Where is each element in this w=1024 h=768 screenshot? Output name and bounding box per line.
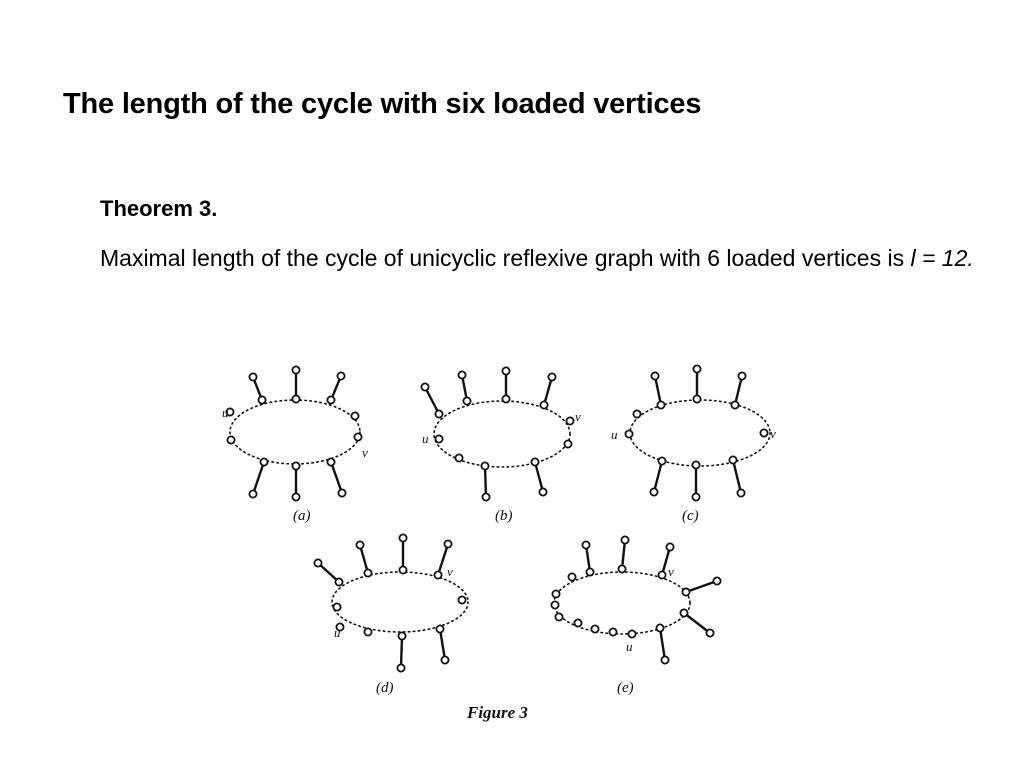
graph-panel-b: [421, 367, 581, 524]
cycle-edge: [434, 401, 570, 467]
cycle-vertex: [458, 596, 465, 603]
cycle-vertex: [609, 628, 616, 635]
cycle-vertex: [502, 395, 509, 402]
cycle-vertex: [327, 396, 334, 403]
cycle-vertex: [682, 588, 689, 595]
cycle-vertex: [436, 625, 443, 632]
vertex-label-v-b: v: [575, 409, 581, 424]
pendant-edge: [485, 466, 486, 497]
theorem-statement: [100, 238, 980, 279]
vertex-label-v-e: v: [668, 564, 674, 579]
cycle-vertex: [568, 573, 575, 580]
cycle-vertex: [760, 429, 767, 436]
cycle-vertex: [657, 401, 664, 408]
pendant-vertex: [661, 656, 668, 663]
graph-label-a: (a): [293, 508, 311, 524]
pendant-edge: [660, 628, 665, 660]
cycle-vertex: [658, 571, 665, 578]
cycle-vertex: [633, 410, 640, 417]
graph-panel-d: [314, 534, 468, 696]
cycle-vertex: [463, 397, 470, 404]
cycle-vertex: [540, 401, 547, 408]
cycle-vertex: [455, 454, 462, 461]
vertex-label-v-d: v: [447, 564, 453, 579]
cycle-vertex: [656, 624, 663, 631]
cycle-vertex: [658, 457, 665, 464]
cycle-vertex: [333, 603, 340, 610]
cycle-vertex: [574, 619, 581, 626]
pendant-edge: [684, 613, 710, 633]
pendant-vertex: [692, 493, 699, 500]
figure-caption: Figure 3: [467, 703, 528, 722]
pendant-vertex: [314, 559, 321, 566]
cycle-vertex: [729, 456, 736, 463]
cycle-vertex: [552, 590, 559, 597]
cycle-vertex: [693, 395, 700, 402]
pendant-vertex: [666, 543, 673, 550]
figure-graphs: [200, 355, 800, 730]
pendant-vertex: [548, 373, 555, 380]
cycle-vertex: [227, 436, 234, 443]
cycle-vertex: [628, 630, 635, 637]
pendant-vertex: [444, 540, 451, 547]
pendant-edge: [733, 460, 741, 493]
pendant-vertex: [292, 493, 299, 500]
graph-label-b: (b): [495, 508, 513, 524]
cycle-vertex: [531, 458, 538, 465]
pendant-vertex: [621, 536, 628, 543]
cycle-vertex: [551, 601, 558, 608]
cycle-vertex: [364, 628, 371, 635]
cycle-vertex: [434, 571, 441, 578]
pendant-vertex: [650, 488, 657, 495]
cycle-vertex: [351, 412, 358, 419]
cycle-vertex: [692, 461, 699, 468]
cycle-edge: [630, 400, 770, 466]
pendant-edge: [331, 462, 342, 493]
pendant-vertex: [399, 534, 406, 541]
pendant-vertex: [356, 541, 363, 548]
pendant-vertex: [458, 371, 465, 378]
pendant-vertex: [337, 372, 344, 379]
pendant-vertex: [737, 489, 744, 496]
theorem-text: Maximal length of the cycle of unicyclic reflexive graph with 6 loaded vertices is: [100, 245, 911, 271]
pendant-vertex: [482, 493, 489, 500]
pendant-edge: [440, 629, 445, 660]
cycle-vertex: [625, 430, 632, 437]
cycle-vertex: [258, 396, 265, 403]
cycle-vertex: [335, 578, 342, 585]
pendant-vertex: [713, 577, 720, 584]
graph-panel-e: [551, 536, 720, 696]
cycle-edge: [332, 572, 468, 632]
cycle-vertex: [364, 569, 371, 576]
cycle-vertex: [398, 632, 405, 639]
pendant-vertex: [582, 541, 589, 548]
vertex-label-v-a: v: [362, 445, 368, 460]
vertex-label-u-d: u: [334, 625, 341, 640]
theorem-formula: l = 12.: [910, 245, 974, 271]
pendant-vertex: [706, 629, 713, 636]
cycle-vertex: [586, 568, 593, 575]
cycle-vertex: [354, 433, 361, 440]
cycle-vertex: [435, 435, 442, 442]
pendant-vertex: [693, 365, 700, 372]
pendant-vertex: [292, 366, 299, 373]
cycle-vertex: [564, 440, 571, 447]
cycle-vertex: [618, 565, 625, 572]
cycle-vertex: [435, 410, 442, 417]
pendant-vertex: [397, 664, 404, 671]
pendant-vertex: [249, 373, 256, 380]
pendant-edge: [686, 581, 717, 592]
cycle-vertex: [591, 625, 598, 632]
graph-label-d: (d): [376, 680, 394, 696]
pendant-edge: [425, 387, 439, 414]
pendant-vertex: [539, 488, 546, 495]
pendant-edge: [654, 461, 662, 492]
cycle-vertex: [260, 458, 267, 465]
cycle-vertex: [292, 462, 299, 469]
pendant-vertex: [502, 367, 509, 374]
cycle-vertex: [292, 395, 299, 402]
pendant-vertex: [249, 490, 256, 497]
pendant-edge: [535, 462, 543, 492]
cycle-vertex: [680, 609, 687, 616]
pendant-vertex: [338, 489, 345, 496]
pendant-vertex: [738, 372, 745, 379]
pendant-vertex: [651, 372, 658, 379]
pendant-edge: [401, 636, 402, 668]
vertex-label-u-c: u: [611, 427, 618, 442]
cycle-vertex: [399, 566, 406, 573]
vertex-label-u-b: u: [422, 431, 429, 446]
graph-label-c: (c): [682, 508, 699, 524]
cycle-vertex: [481, 462, 488, 469]
pendant-vertex: [441, 656, 448, 663]
cycle-vertex: [327, 458, 334, 465]
vertex-label-u-a: u: [222, 405, 229, 420]
cycle-vertex: [731, 401, 738, 408]
pendant-edge: [253, 462, 264, 494]
graph-panel-c: [611, 365, 776, 524]
graph-label-e: (e): [617, 680, 634, 696]
vertex-label-v-c: v: [770, 426, 776, 441]
cycle-vertex: [566, 417, 573, 424]
slide-title: The length of the cycle with six loaded vertices: [63, 88, 702, 120]
graph-panel-a: [222, 366, 368, 524]
pendant-vertex: [421, 383, 428, 390]
vertex-label-u-e: u: [626, 639, 633, 654]
cycle-edge: [230, 400, 360, 464]
figure-3: [200, 355, 800, 730]
cycle-vertex: [555, 613, 562, 620]
theorem-heading: Theorem 3.: [100, 196, 218, 221]
